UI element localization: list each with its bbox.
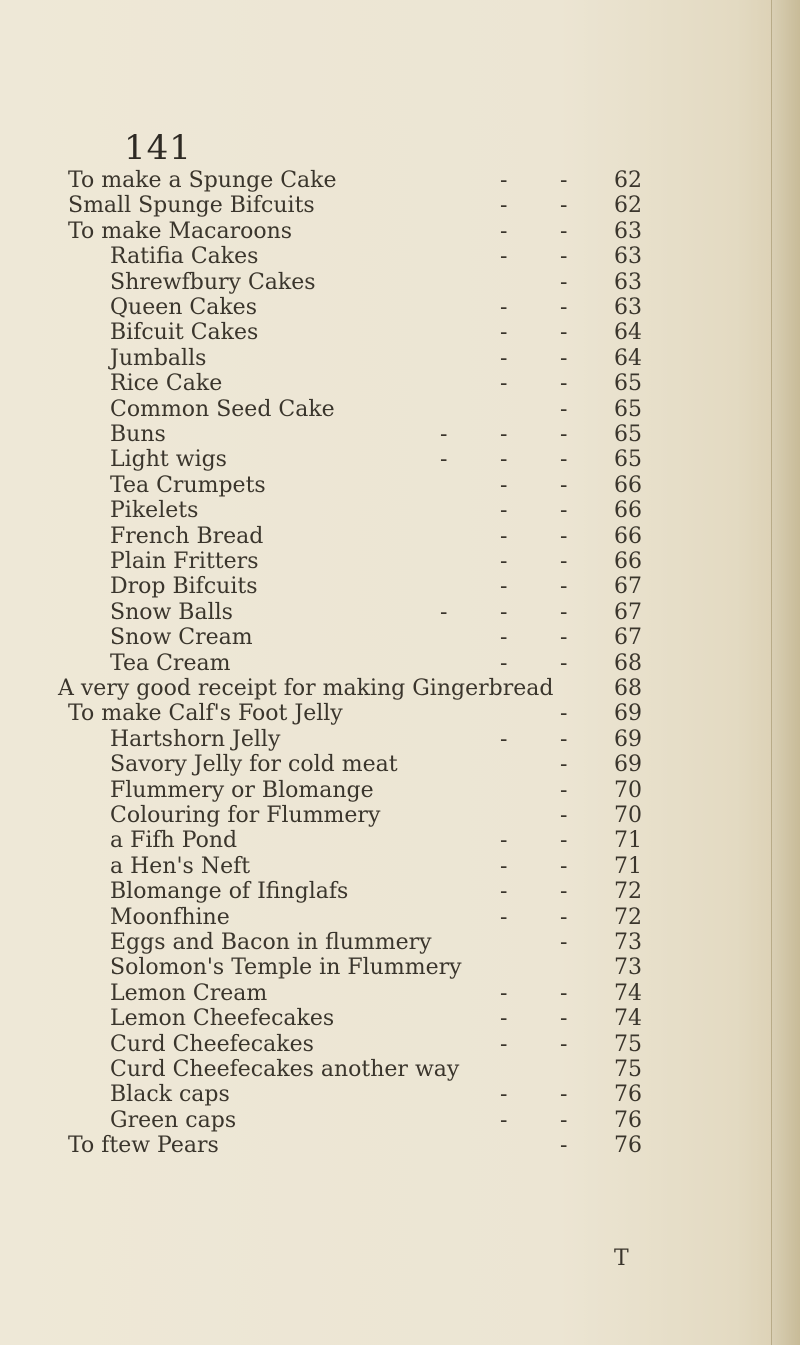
leader-dash: - (500, 599, 508, 625)
leader-dash: - (560, 904, 568, 930)
entry-page-number: 73 (614, 955, 642, 981)
toc-entry (0, 168, 700, 194)
leader-dash: - (560, 472, 568, 498)
toc-entry (0, 1057, 700, 1083)
entry-title: Snow Balls (110, 599, 233, 625)
leader-dash: - (560, 752, 568, 778)
leader-dash: - (560, 980, 568, 1006)
leader-dash: - (560, 574, 568, 600)
toc-entry (0, 219, 700, 245)
entry-title: Bifcuit Cakes (110, 320, 259, 346)
leader-dash: - (500, 447, 508, 473)
entry-page-number: 70 (614, 803, 642, 828)
entry-title: Small Spunge Bifcuits (68, 193, 315, 219)
entry-title: To make Calf's Foot Jelly (68, 701, 343, 727)
entry-page-number: 76 (614, 1107, 642, 1133)
leader-dash: - (560, 1107, 568, 1133)
leader-dash: - (560, 1031, 568, 1057)
entry-page-number: 67 (614, 599, 642, 625)
leader-dash: - (500, 1107, 508, 1133)
leader-dash: - (560, 549, 568, 574)
leader-dash: - (500, 879, 508, 905)
toc-entry (0, 600, 700, 626)
toc-entry (0, 905, 700, 931)
entry-title: Buns (110, 422, 166, 447)
toc-entry (0, 244, 700, 270)
leader-dash: - (500, 218, 508, 244)
entry-page-number: 72 (614, 879, 642, 905)
entry-title: French Bread (110, 523, 264, 549)
entry-page-number: 65 (614, 371, 642, 397)
toc-entry (0, 346, 700, 372)
toc-entry (0, 752, 700, 778)
entry-title: Black caps (110, 1082, 230, 1108)
toc-entry (0, 727, 700, 753)
toc-entry (0, 828, 700, 854)
leader-dash: - (440, 447, 448, 473)
toc-entry (0, 397, 700, 423)
entry-page-number: 62 (614, 193, 642, 219)
leader-dash: - (560, 828, 568, 854)
entry-page-number: 67 (614, 625, 642, 651)
entry-title: Curd Cheefecakes (110, 1031, 314, 1057)
entry-title: Snow Cream (110, 625, 253, 651)
entry-title: Rice Cake (110, 371, 223, 397)
toc-entry (0, 625, 700, 651)
toc-entry (0, 447, 700, 473)
leader-dash: - (560, 269, 568, 295)
entry-title: Hartshorn Jelly (110, 726, 281, 752)
toc-entry (0, 981, 700, 1007)
entry-page-number: 67 (614, 574, 642, 600)
entry-page-number: 63 (614, 218, 642, 244)
toc-entry (0, 498, 700, 524)
leader-dash: - (560, 726, 568, 752)
toc-entry (0, 676, 700, 702)
leader-dash: - (560, 777, 568, 803)
entry-page-number: 68 (614, 676, 642, 701)
entry-title: Colouring for Flummery (110, 803, 381, 828)
entry-page-number: 71 (614, 853, 642, 879)
leader-dash: - (560, 396, 568, 422)
leader-dash: - (500, 295, 508, 320)
entry-page-number: 76 (614, 1082, 642, 1108)
entry-title: Common Seed Cake (110, 396, 335, 422)
leader-dash: - (500, 853, 508, 879)
toc-entry (0, 549, 700, 575)
toc-entry (0, 1108, 700, 1134)
leader-dash: - (500, 1031, 508, 1057)
entry-page-number: 69 (614, 752, 642, 778)
leader-dash: - (500, 726, 508, 752)
entry-title: Savory Jelly for cold meat (110, 752, 398, 778)
entry-page-number: 72 (614, 904, 642, 930)
toc-entry (0, 651, 700, 677)
leader-dash: - (500, 498, 508, 524)
leader-dash: - (560, 193, 568, 219)
leader-dash: - (560, 295, 568, 320)
leader-dash: - (560, 345, 568, 371)
toc-entry (0, 422, 700, 448)
toc-entry (0, 270, 700, 296)
entry-page-number: 66 (614, 472, 642, 498)
leader-dash: - (560, 930, 568, 955)
leader-dash: - (560, 422, 568, 447)
leader-dash: - (500, 650, 508, 676)
toc-entry (0, 1133, 700, 1159)
entry-page-number: 62 (614, 168, 642, 193)
leader-dash: - (500, 345, 508, 371)
leader-dash: - (440, 599, 448, 625)
entry-title: A very good receipt for making Gingerbread (58, 676, 554, 701)
leader-dash: - (560, 218, 568, 244)
entry-title: Shrewfbury Cakes (110, 269, 316, 295)
entry-page-number: 65 (614, 447, 642, 473)
entry-title: To ftew Pears (68, 1133, 219, 1159)
toc-entry (0, 1006, 700, 1032)
entry-page-number: 63 (614, 295, 642, 320)
leader-dash: - (560, 803, 568, 828)
entry-title: Jumballs (110, 345, 207, 371)
entry-title: Lemon Cream (110, 980, 268, 1006)
leader-dash: - (500, 574, 508, 600)
entry-page-number: 64 (614, 320, 642, 346)
leader-dash: - (560, 447, 568, 473)
leader-dash: - (560, 1082, 568, 1108)
toc-entry (0, 320, 700, 346)
toc-entry (0, 524, 700, 550)
leader-dash: - (500, 980, 508, 1006)
page-edge (771, 0, 800, 1345)
toc-entry (0, 1082, 700, 1108)
entry-title: Light wigs (110, 447, 227, 473)
leader-dash: - (500, 549, 508, 574)
leader-dash: - (500, 371, 508, 397)
leader-dash: - (560, 1133, 568, 1159)
toc-entry (0, 1032, 700, 1058)
entry-page-number: 68 (614, 650, 642, 676)
leader-dash: - (500, 193, 508, 219)
toc-entry (0, 193, 700, 219)
entry-title: Pikelets (110, 498, 199, 524)
leader-dash: - (500, 168, 508, 193)
entry-page-number: 75 (614, 1057, 642, 1082)
toc-entry (0, 930, 700, 956)
entry-title: To make Macaroons (68, 218, 293, 244)
leader-dash: - (500, 320, 508, 346)
toc-entry (0, 879, 700, 905)
entry-title: To make a Spunge Cake (68, 168, 337, 193)
entry-title: a Hen's Neft (110, 853, 251, 879)
toc-entry (0, 955, 700, 981)
entry-title: a Fifh Pond (110, 828, 238, 854)
leader-dash: - (440, 422, 448, 447)
leader-dash: - (560, 650, 568, 676)
entry-page-number: 73 (614, 930, 642, 955)
entry-page-number: 76 (614, 1133, 642, 1159)
toc-entry (0, 803, 700, 829)
entry-title: Eggs and Bacon in flummery (110, 930, 432, 955)
entry-page-number: 66 (614, 498, 642, 524)
page-number: 141 (124, 128, 192, 168)
entry-title: Plain Fritters (110, 549, 259, 574)
leader-dash: - (560, 523, 568, 549)
entry-page-number: 69 (614, 701, 642, 727)
leader-dash: - (500, 625, 508, 651)
leader-dash: - (500, 472, 508, 498)
entry-page-number: 74 (614, 1006, 642, 1032)
entry-title: Ratifia Cakes (110, 244, 259, 270)
leader-dash: - (560, 371, 568, 397)
toc-entry (0, 701, 700, 727)
leader-dash: - (500, 523, 508, 549)
leader-dash: - (500, 1082, 508, 1108)
entry-page-number: 64 (614, 345, 642, 371)
toc-entry (0, 295, 700, 321)
entry-title: Flummery or Blomange (110, 777, 374, 803)
leader-dash: - (560, 701, 568, 727)
entry-page-number: 65 (614, 396, 642, 422)
leader-dash: - (500, 904, 508, 930)
leader-dash: - (500, 1006, 508, 1032)
toc-entry (0, 854, 700, 880)
leader-dash: - (560, 625, 568, 651)
entry-page-number: 69 (614, 726, 642, 752)
leader-dash: - (560, 1006, 568, 1032)
toc-entry (0, 473, 700, 499)
entry-page-number: 65 (614, 422, 642, 447)
entry-page-number: 71 (614, 828, 642, 854)
leader-dash: - (500, 244, 508, 270)
leader-dash: - (560, 879, 568, 905)
entry-page-number: 63 (614, 269, 642, 295)
entry-page-number: 66 (614, 549, 642, 574)
entry-title: Solomon's Temple in Flummery (110, 955, 462, 981)
toc-entry (0, 371, 700, 397)
entry-title: Lemon Cheefecakes (110, 1006, 335, 1032)
leader-dash: - (560, 168, 568, 193)
toc-entry (0, 778, 700, 804)
toc-entry (0, 574, 700, 600)
leader-dash: - (560, 599, 568, 625)
leader-dash: - (560, 320, 568, 346)
leader-dash: - (500, 828, 508, 854)
entry-page-number: 63 (614, 244, 642, 270)
entry-title: Blomange of Ifinglafs (110, 879, 349, 905)
entry-title: Tea Crumpets (110, 472, 266, 498)
leader-dash: - (560, 244, 568, 270)
catchword: T (614, 1246, 629, 1271)
leader-dash: - (560, 498, 568, 524)
entry-page-number: 75 (614, 1031, 642, 1057)
entry-page-number: 70 (614, 777, 642, 803)
entry-title: Drop Bifcuits (110, 574, 258, 600)
leader-dash: - (500, 422, 508, 447)
entry-page-number: 74 (614, 980, 642, 1006)
entry-title: Tea Cream (110, 650, 231, 676)
entry-title: Green caps (110, 1107, 237, 1133)
entry-title: Moonfhine (110, 904, 230, 930)
entry-title: Curd Cheefecakes another way (110, 1057, 460, 1082)
leader-dash: - (560, 853, 568, 879)
entry-title: Queen Cakes (110, 295, 257, 320)
entry-page-number: 66 (614, 523, 642, 549)
